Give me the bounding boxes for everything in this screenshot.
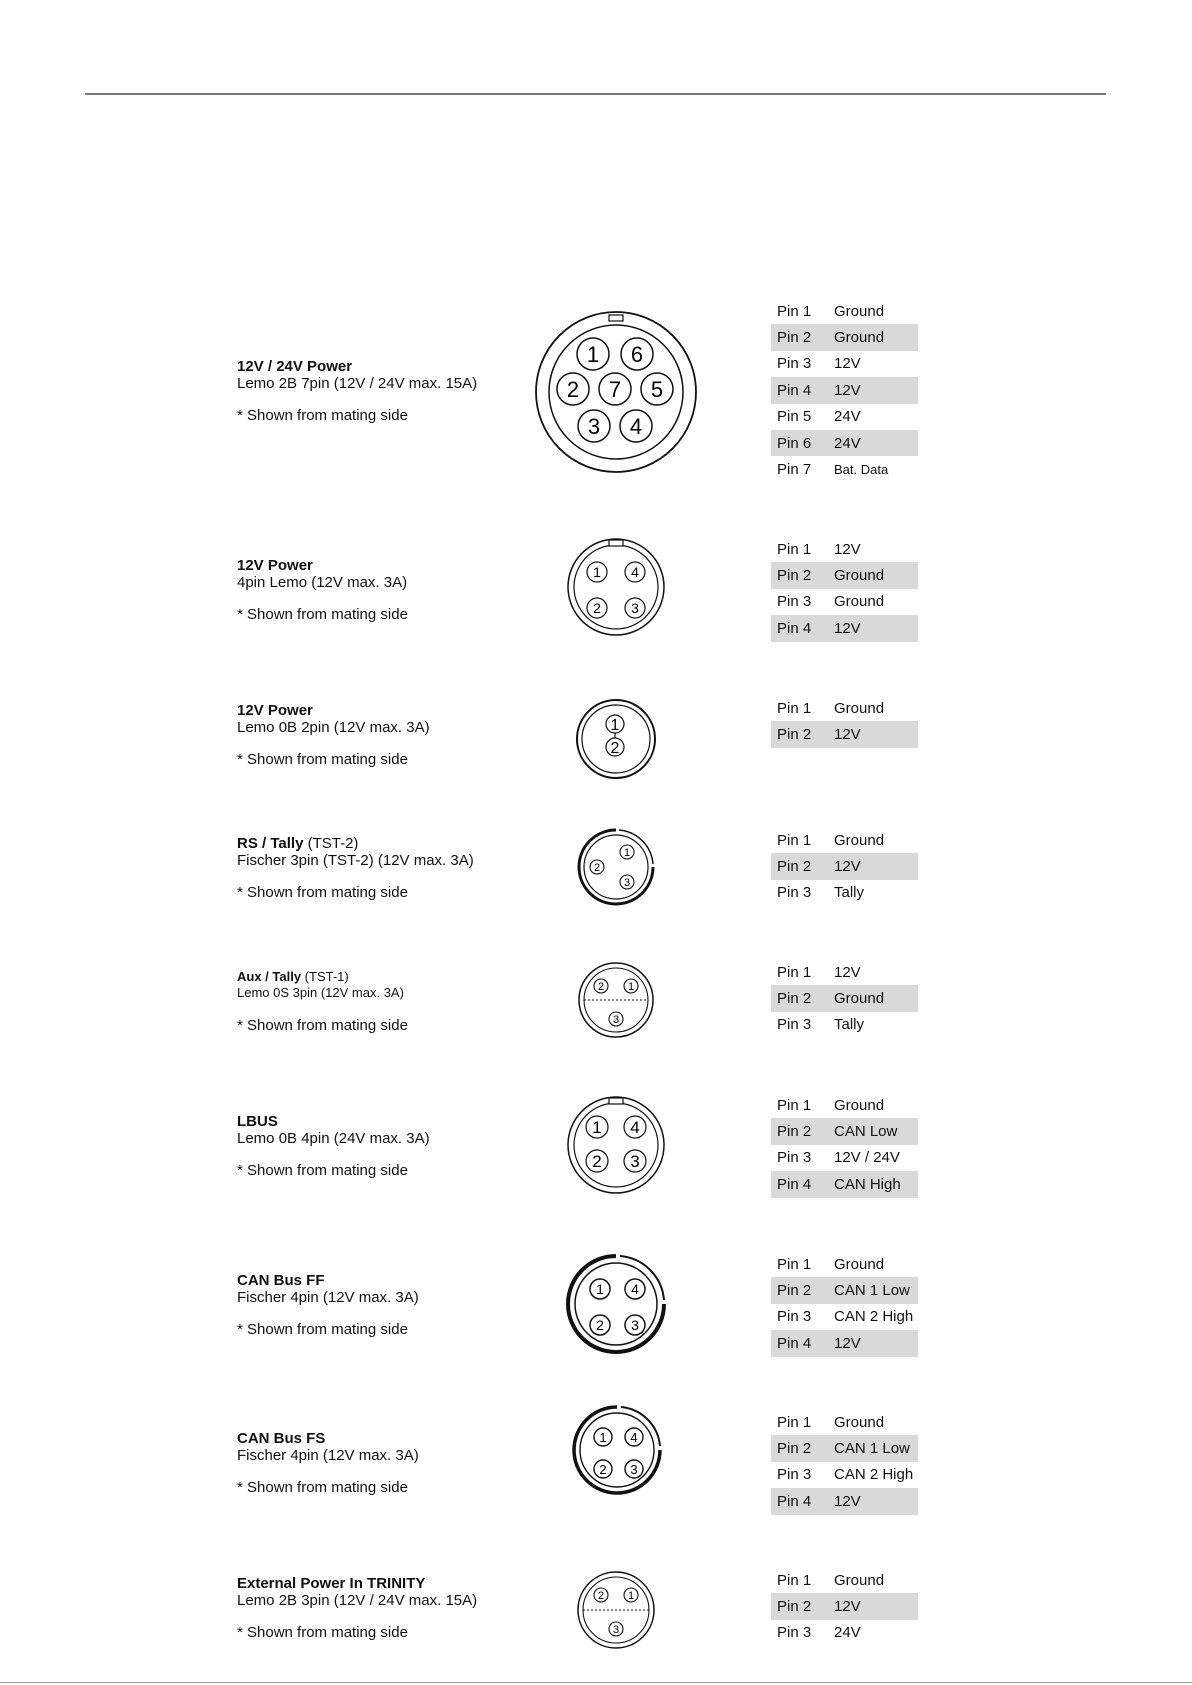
connector-description xyxy=(237,1113,430,1179)
connector-spec: 4pin Lemo (12V max. 3A) xyxy=(237,574,408,591)
pin-number: 3 xyxy=(612,1014,620,1026)
pinout-table xyxy=(771,536,918,642)
pin-row: Pin 1 Ground xyxy=(777,699,885,717)
pinout-table xyxy=(771,695,918,748)
pinout-table xyxy=(771,1251,918,1357)
connector-description xyxy=(237,835,474,901)
pin-row: Pin 3 12V / 24V xyxy=(777,1149,900,1167)
connector-title: 12V Power xyxy=(237,557,313,574)
pin-number: 2 xyxy=(596,1317,604,1333)
pin-row: Pin 2 Ground xyxy=(771,324,918,350)
connector-spec: Lemo 0B 2pin (12V max. 3A) xyxy=(237,719,430,736)
pin-number: 2 xyxy=(566,377,580,402)
pin-number: 4 xyxy=(629,414,643,439)
pin-number: 3 xyxy=(587,414,601,439)
pin-row: Pin 6 24V xyxy=(771,430,918,456)
pinout-table xyxy=(771,959,918,1038)
pin-row: Pin 1 Ground xyxy=(777,1096,885,1114)
mating-side-note: * Shown from mating side xyxy=(237,1017,408,1034)
pin-row: Pin 2 CAN 1 Low xyxy=(771,1277,918,1303)
connector-description xyxy=(237,702,430,768)
pin-row: Pin 2 Ground xyxy=(771,985,918,1011)
pin-row: Pin 1 Ground xyxy=(777,1571,885,1589)
pin-row: Pin 4 12V xyxy=(771,1488,918,1514)
lbus-4pin-connector-diagram xyxy=(566,1095,666,1195)
pin-number: 6 xyxy=(630,342,644,367)
connector-title: CAN Bus FS xyxy=(237,1430,326,1447)
pin-number: 3 xyxy=(631,1317,639,1333)
pin-row: Pin 1 Ground xyxy=(777,1255,885,1273)
pin-number: 1 xyxy=(596,1281,604,1297)
pin-number: 2 xyxy=(593,600,601,616)
connector-title: External Power In TRINITY xyxy=(237,1575,426,1592)
pin-number: 2 xyxy=(599,1462,607,1477)
pinout-table xyxy=(771,298,918,483)
pin-number: 2 xyxy=(610,740,620,757)
pin-row: Pin 3 12V xyxy=(777,355,861,373)
pin-row: Pin 3 Tally xyxy=(777,1016,865,1034)
pin-number: 7 xyxy=(608,377,622,402)
connector-description xyxy=(237,557,408,623)
connector-description xyxy=(237,1272,419,1338)
pin-row: Pin 3 Tally xyxy=(777,884,865,902)
mating-side-note: * Shown from mating side xyxy=(237,1479,408,1496)
pin-row: Pin 1 Ground xyxy=(777,1413,885,1431)
mating-side-note: * Shown from mating side xyxy=(237,884,408,901)
mating-side-note: * Shown from mating side xyxy=(237,1624,408,1641)
pin-row: Pin 5 24V xyxy=(777,408,861,426)
pin-number: 1 xyxy=(593,564,601,580)
connector-title: 12V / 24V Power xyxy=(237,358,353,375)
pin-number: 5 xyxy=(650,377,664,402)
bottom-rule xyxy=(0,1682,1192,1683)
pin-number: 2 xyxy=(593,862,601,874)
mating-side-note: * Shown from mating side xyxy=(237,606,408,623)
lemo-2pin-connector-diagram xyxy=(575,698,657,780)
connector-description xyxy=(237,1575,477,1641)
pin-row: Pin 7 Bat. Data xyxy=(777,461,889,479)
pinout-table xyxy=(771,827,918,906)
pin-row: Pin 3 CAN 2 High xyxy=(777,1466,914,1484)
pin-number: 4 xyxy=(630,1430,638,1445)
lemo-7pin-connector-diagram xyxy=(534,310,698,474)
pin-row: Pin 2 Ground xyxy=(771,562,918,588)
connector-spec: Lemo 2B 7pin (12V / 24V max. 15A) xyxy=(237,375,478,392)
pin-row: Pin 1 Ground xyxy=(777,831,885,849)
lemo-4pin-connector-diagram xyxy=(566,537,666,637)
connector-title: Aux / Tally (TST-1) xyxy=(237,969,349,984)
pinout-table xyxy=(771,1092,918,1198)
connector-title: LBUS xyxy=(237,1113,278,1130)
pin-row: Pin 2 CAN Low xyxy=(771,1118,918,1144)
connector-spec: Fischer 3pin (TST-2) (12V max. 3A) xyxy=(237,852,474,869)
connector-spec: Lemo 2B 3pin (12V / 24V max. 15A) xyxy=(237,1592,478,1609)
pin-number: 1 xyxy=(623,847,631,859)
pin-row: Pin 2 12V xyxy=(771,853,918,879)
pin-number: 4 xyxy=(631,1281,639,1297)
connector-spec: Lemo 0S 3pin (12V max. 3A) xyxy=(237,985,404,1000)
connector-title: 12V Power xyxy=(237,702,313,719)
connector-title: RS / Tally (TST-2) xyxy=(237,835,359,852)
pinout-table xyxy=(771,1567,918,1646)
connector-spec: Fischer 4pin (12V max. 3A) xyxy=(237,1447,419,1464)
pin-number: 4 xyxy=(630,1118,640,1137)
pin-row: Pin 4 12V xyxy=(771,615,918,641)
pin-number: 1 xyxy=(592,1118,602,1137)
pin-number: 1 xyxy=(627,981,635,993)
pin-row: Pin 2 CAN 1 Low xyxy=(771,1435,918,1461)
fischer-3pin-connector-diagram xyxy=(575,826,657,908)
pin-row: Pin 1 Ground xyxy=(777,302,885,320)
pin-row: Pin 4 12V xyxy=(771,1330,918,1356)
lemo-2b-3pin-connector-diagram xyxy=(576,1570,656,1650)
fischer-4pin-ff-connector-diagram xyxy=(564,1252,668,1356)
pin-number: 3 xyxy=(630,1462,638,1477)
pin-number: 1 xyxy=(586,342,600,367)
fischer-4pin-fs-connector-diagram xyxy=(570,1403,664,1497)
connector-description xyxy=(237,1430,419,1496)
pin-row: Pin 3 CAN 2 High xyxy=(777,1308,914,1326)
pin-row: Pin 2 12V xyxy=(771,1593,918,1619)
pin-number: 1 xyxy=(599,1430,607,1445)
pin-number: 4 xyxy=(631,564,639,580)
connector-spec: Lemo 0B 4pin (24V max. 3A) xyxy=(237,1130,430,1147)
pinout-table xyxy=(771,1409,918,1515)
connector-description xyxy=(237,358,477,424)
pin-row: Pin 1 12V xyxy=(777,540,861,558)
top-rule xyxy=(85,93,1106,95)
lemo-0s-3pin-connector-diagram xyxy=(577,961,655,1039)
pin-number: 3 xyxy=(630,1152,640,1171)
pin-number: 3 xyxy=(631,600,639,616)
pin-row: Pin 3 24V xyxy=(777,1624,861,1642)
pin-number: 2 xyxy=(597,1590,605,1602)
pin-row: Pin 4 CAN High xyxy=(771,1171,918,1197)
mating-side-note: * Shown from mating side xyxy=(237,407,408,424)
connector-description xyxy=(237,969,408,1034)
pin-row: Pin 3 Ground xyxy=(777,593,885,611)
pin-number: 2 xyxy=(597,981,605,993)
pin-number: 3 xyxy=(623,877,631,889)
pin-row: Pin 1 12V xyxy=(777,963,861,981)
mating-side-note: * Shown from mating side xyxy=(237,1162,408,1179)
mating-side-note: * Shown from mating side xyxy=(237,1321,408,1338)
pin-number: 1 xyxy=(610,717,620,734)
connector-title: CAN Bus FF xyxy=(237,1272,325,1289)
pin-row: Pin 4 12V xyxy=(771,377,918,403)
connector-spec: Fischer 4pin (12V max. 3A) xyxy=(237,1289,419,1306)
pin-number: 1 xyxy=(627,1590,635,1602)
pin-number: 3 xyxy=(612,1624,620,1636)
pin-row: Pin 2 12V xyxy=(771,721,918,747)
pin-number: 2 xyxy=(592,1152,602,1171)
mating-side-note: * Shown from mating side xyxy=(237,751,408,768)
